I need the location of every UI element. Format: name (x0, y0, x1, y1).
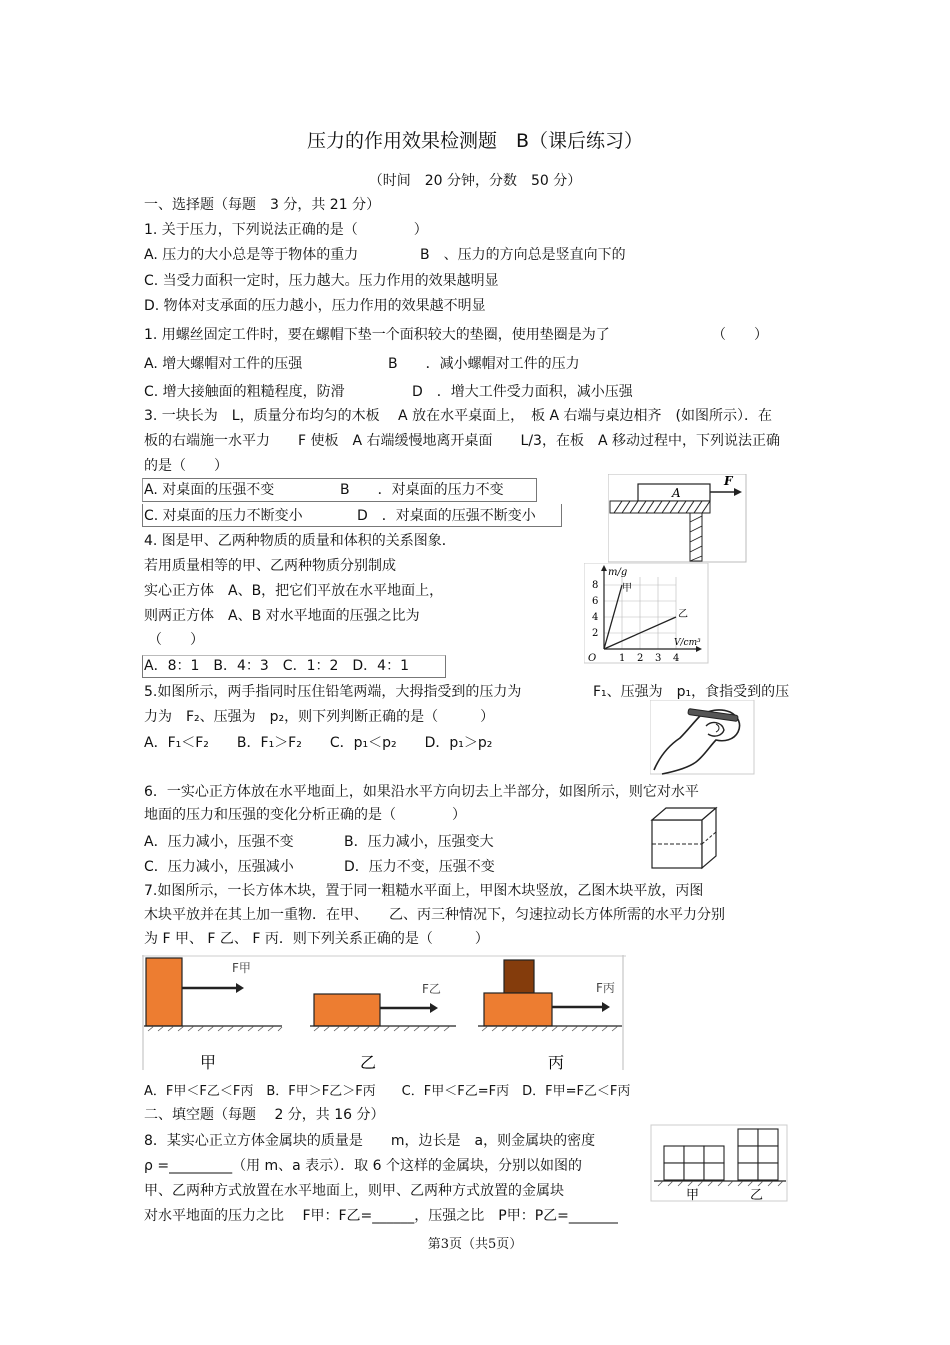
q2-paren: （ ） (712, 327, 768, 343)
weight-bing (504, 960, 534, 993)
q7-options: A．F甲＜F乙＜F丙 B．F甲＞F乙＞F丙 C．F甲＜F乙=F丙 D．F甲=F乙＜F丙 (144, 1084, 631, 1099)
q2-option-c: C. 增大接触面的粗糙程度，防滑 (144, 384, 345, 400)
line-yi-label: 乙 (678, 609, 688, 620)
q1-option-a: A. 压力的大小总是等于物体的重力 (144, 247, 359, 263)
q4-options: A．8：1 B．4：3 C．1：2 D．4：1 (144, 658, 409, 674)
q7-line-1: 7.如图所示，一长方体木块，置于同一粗糙水平面上，甲图木块竖放，乙图木块平放，丙图 (144, 883, 704, 899)
q3-board-figure (608, 474, 748, 564)
graph-xtick: 3 (655, 653, 662, 664)
q2-option-d: D ．增大工件受力面积，减小压强 (412, 384, 633, 400)
stack-yi (738, 1129, 778, 1180)
q1-option-c: C. 当受力面积一定时，压力越大。压力作用的效果越明显 (144, 273, 499, 289)
q2-option-b: B ．减小螺帽对工件的压力 (388, 356, 580, 372)
graph-y-label: m/g (608, 567, 628, 578)
board-label: A (672, 486, 681, 500)
q8-line-2: ρ =_________（用 m、a 表示）．取 6 个这样的金属块，分别以如图的 (144, 1158, 582, 1174)
q7-line-2: 木块平放并在其上加一重物．在甲、 乙、丙三种情况下，匀速拉动长方体所需的水平力分别 (144, 907, 725, 923)
q8-line-4: 对水平地面的压力之比 F甲：F乙=______，压强之比 P甲：P乙=_______ (144, 1208, 618, 1224)
q4-mass-volume-graph (584, 563, 710, 665)
q8-line-1: 8．某实心正立方体金属块的质量是 m，边长是 a，则金属块的密度 (144, 1133, 596, 1149)
q8-stacked-blocks-figure (650, 1124, 790, 1204)
graph-ytick: 2 (592, 628, 599, 639)
q1-option-d: D. 物体对支承面的压力越小，压力作用的效果越不明显 (144, 298, 486, 314)
q3-line-3: 的是（ ） (144, 458, 228, 474)
graph-ytick: 4 (592, 612, 599, 623)
line-jia-label: 甲 (622, 583, 632, 594)
graph-x-label: V/cm³ (674, 638, 701, 648)
force-label: F (724, 474, 733, 488)
q7-line-3: 为 F 甲、 F 乙、 F 丙．则下列关系正确的是（ ） (144, 931, 489, 947)
q2-stem: 1. 用螺丝固定工件时，要在螺帽下垫一个面积较大的垫圈，使用垫圈是为了 (144, 327, 610, 343)
force-yi-label: F乙 (422, 982, 441, 996)
q6-option-d: D．压力不变，压强不变 (344, 859, 495, 875)
q2-option-a: A. 增大螺帽对工件的压强 (144, 356, 303, 372)
q1-option-b: B 、压力的方向总是竖直向下的 (420, 247, 626, 263)
graph-ytick: 6 (592, 596, 599, 607)
q4-line-1: 4. 图是甲、乙两种物质的质量和体积的关系图象． (144, 533, 456, 549)
page-subtitle: （时间 20 分钟，分数 50 分） (368, 173, 582, 189)
force-jia-label: F甲 (232, 961, 251, 975)
caption-bing: 丙 (548, 1053, 565, 1072)
q6-cube-figure (648, 804, 720, 870)
q6-line-2: 地面的压力和压强的变化分析正确的是（ ） (144, 807, 466, 823)
caption-jia: 甲 (200, 1053, 217, 1072)
q6-option-c: C．压力减小，压强减小 (144, 859, 294, 875)
q6-option-a: A．压力减小，压强不变 (144, 834, 294, 850)
force-bing-label: F丙 (596, 981, 615, 995)
q3-option-a: A. 对桌面的压强不变 (144, 482, 275, 498)
q4-line-5: （ ） (148, 632, 204, 648)
graph-xtick: 1 (619, 653, 626, 664)
q3-option-b: B ．对桌面的压力不变 (340, 482, 504, 498)
q5-fingers-pencil-figure (650, 700, 756, 776)
block-bing (484, 993, 552, 1026)
q7-blocks-figure (142, 955, 626, 1075)
q3-option-d: D ．对桌面的压强不断变小 (357, 508, 536, 524)
stack-jia (664, 1146, 724, 1180)
q4-line-2: 若用质量相等的甲、乙两种物质分别制成 (144, 558, 396, 574)
page-number: 第3页（共5页） (427, 1237, 523, 1252)
q3-line-2: 板的右端施一水平力 F 使板 A 右端缓慢地离开桌面 L/3，在板 A 移动过程中，下列说法正确 (144, 433, 780, 449)
section-1-heading: 一、选择题（每题 3 分，共 21 分） (144, 197, 381, 213)
block-yi (314, 994, 380, 1026)
graph-xtick: 2 (637, 653, 644, 664)
q5-line-1b: F₁、压强为 p₁，食指受到的压 (593, 684, 790, 700)
caption-yi: 乙 (750, 1188, 764, 1203)
caption-jia: 甲 (686, 1188, 700, 1203)
q1-stem: 1. 关于压力，下列说法正确的是（ ） (144, 222, 428, 238)
page-title: 压力的作用效果检测题 B（课后练习） (306, 130, 644, 152)
q3-line-1: 3. 一块长为 L，质量分布均匀的木板 A 放在水平桌面上， 板 A 右端与桌边相齐 (如图所示）．在 (144, 408, 773, 424)
q8-line-3: 甲、乙两种方式放置在水平地面上，则甲、乙两种方式放置的金属块 (144, 1183, 564, 1199)
q6-line-1: 6．一实心正方体放在水平地面上，如果沿水平方向切去上半部分，如图所示，则它对水平 (144, 784, 699, 800)
q5-line-1: 5.如图所示，两手指同时压住铅笔两端，大拇指受到的压力为 (144, 684, 522, 700)
q4-line-4: 则两正方体 A、B 对水平地面的压强之比为 (144, 608, 420, 624)
graph-xtick: 4 (673, 653, 680, 664)
graph-origin: O (588, 653, 597, 664)
caption-yi: 乙 (360, 1053, 377, 1072)
block-jia (146, 958, 182, 1026)
graph-ytick: 8 (592, 580, 599, 591)
section-2-heading: 二、填空题（每题 2 分，共 16 分） (144, 1107, 385, 1123)
q3-option-c: C. 对桌面的压力不断变小 (144, 508, 303, 524)
q6-option-b: B．压力减小，压强变大 (344, 834, 494, 850)
q5-options: A．F₁＜F₂ B．F₁＞F₂ C．p₁＜p₂ D．p₁＞p₂ (144, 735, 493, 751)
q5-line-2: 力为 F₂、压强为 p₂，则下列判断正确的是（ ） (144, 709, 495, 725)
q4-line-3: 实心正方体 A、B，把它们平放在水平地面上， (144, 583, 444, 599)
